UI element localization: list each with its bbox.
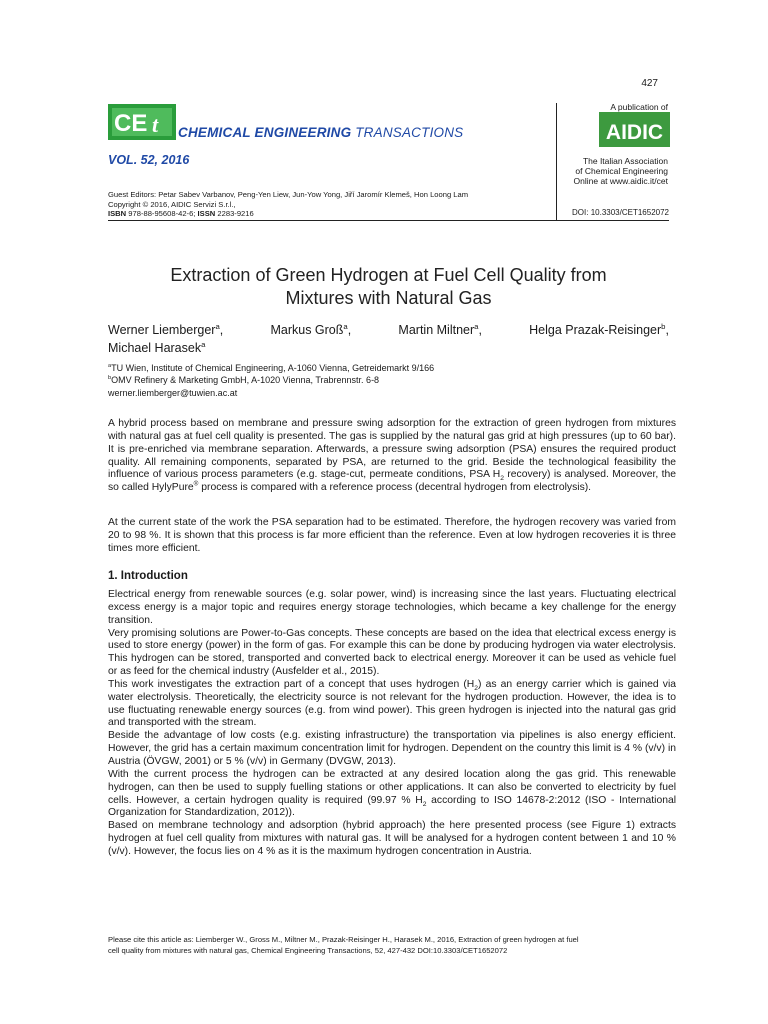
association-line: The Italian Association <box>582 156 668 166</box>
aidic-logo <box>599 112 670 147</box>
page-number: 427 <box>641 78 658 89</box>
guest-editors: Guest Editors: Petar Sabev Varbanov, Peng-Yen Liew, Jun-Yow Yong, Jiří Jaromír Klemeš, Hon Loong Lam <box>108 190 469 199</box>
introduction-text <box>108 589 676 859</box>
author: Michael Harasek$^a$ <box>108 339 206 355</box>
association-website[interactable]: Online at www.aidic.it/cet <box>573 176 668 186</box>
svg-text:t: t <box>152 112 159 137</box>
citation-footer: Please cite this article as: Liemberger W., Gross M., Miltner M., Prazak-Reisinger H., Harasek M., 2016, Extraction of green hydrogen at fuel cell quality from mixtures with natural gas, Chemical Engineering Transactions, 52, 427-432 DOI:10.3303/CET1652072 <box>108 935 579 955</box>
authors <box>108 321 669 357</box>
author: Martin Miltner$^a$, <box>398 321 482 337</box>
volume-label: VOL. 52, 2016 <box>108 153 190 167</box>
association-line: of Chemical Engineering <box>575 166 668 176</box>
section-heading: 1. Introduction <box>108 570 188 582</box>
svg-text:CE: CE <box>114 110 148 137</box>
paragraph: Very promising solutions are Power-to-Gas concepts. These concepts are based on the idea that electrical excess energy is used to store energy (power) in the form of gas. For example this can be done by producing hydrogen via water electrolysis. This hydrogen can be stored, transported and converted back to electrical energy. Moreover it can be used as vehicle fuel or as feed for the chemical industry (Ausfelder et al., 2015). <box>108 627 676 678</box>
author: Helga Prazak-Reisinger$^b$, <box>529 321 669 337</box>
isbn-issn: ISBN 978-88-95608-42-6; ISSN 2283-9216 <box>108 209 254 219</box>
association-info <box>528 156 668 186</box>
abstract-paragraph: A hybrid process based on membrane and pressure swing adsorption for the extraction of green hydrogen from mixtures with natural gas at fuel cell quality is presented. The gas is supplied by the natural gas grid at high pressures (up to 60 bar). It is pre-enriched via membrane separation. Afterwards, a pressure swing adsorption (PSA) ensures the required product quality. All remaining components, separated by PSA, are returned to the grid. Beside the technological feasibility the influence of various process parameters (e.g. stage-cut, permeate conditions, PSA $H_2$ recovery) is analysed. Moreover, the so called HylyPure® process is compared with a reference process (decentral hydrogen from electrolysis). <box>108 418 676 494</box>
paragraph: With the current process the hydrogen can be extracted at any desired location along the gas grid. This renewable hydrogen, can then be used to supply fuelling stations or other applications. It can also be converted to electricity by fuel cells. However, a certain hydrogen quality is required (99.97 % $H_2$ according to ISO 14678-2:2012 (ISO - International Organization for Standardization, 2012)). <box>108 768 676 819</box>
author: Markus Groß$^a$, <box>270 321 352 337</box>
paragraph: Beside the advantage of low costs (e.g. existing infrastructure) the transportation via pipelines is also energy efficient. However, the grid has a certain maximum concentration limit for hydrogen. Dependent on the country this limit is 4 % (v/v) in Austria (ÖVGW, 2001) or 5 % (v/v) in Germany (DVGW, 2013). <box>108 730 676 767</box>
abstract-paragraph: At the current state of the work the PSA separation had to be estimated. Therefore, the hydrogen recovery was varied from 20 to 98 %. It is shown that this process is far more efficient than the reference. Even at low hydrogen recoveries it is three times more efficient. <box>108 517 676 554</box>
editors-block <box>108 190 558 219</box>
affiliations <box>108 362 608 399</box>
journal-name <box>178 125 463 140</box>
affiliation: $^a$TU Wien, Institute of Chemical Engineering, A-1060 Vienna, Getreidemarkt 9/166 <box>108 363 435 373</box>
publication-of-label: A publication of <box>610 102 668 112</box>
paragraph: Based on membrane technology and adsorption (hybrid approach) the here presented process (see Figure 1) extracts hydrogen at fuel cell quality from mixtures with natural gas. It will be analysed for a hydrogen content between 1 and 10 % (v/v). However, the focus lies on 4 % as it is the maximum hydrogen concentration in Austria. <box>108 820 676 857</box>
corresponding-email[interactable]: werner.liemberger@tuwien.ac.at <box>108 387 238 398</box>
journal-name-light: TRANSACTIONS <box>355 125 464 140</box>
svg-text:AIDIC: AIDIC <box>605 121 664 144</box>
header-divider-horizontal <box>108 220 669 221</box>
copyright: Copyright © 2016, AIDIC Servizi S.r.l., <box>108 199 236 209</box>
paragraph: Electrical energy from renewable sources (e.g. solar power, wind) is increasing since the last years. Fluctuating electrical excess energy is a major topic and requires energy storage technologies, which became a key challenge for the energy transition. <box>108 589 676 626</box>
cet-logo <box>108 104 176 140</box>
journal-name-bold: CHEMICAL ENGINEERING <box>178 125 352 140</box>
doi[interactable]: DOI: 10.3303/CET1652072 <box>572 208 669 217</box>
author: Werner Liemberger$^a$, <box>108 321 224 337</box>
paragraph: This work investigates the extraction part of a concept that uses hydrogen $(H_2)$ as an energy carrier which is gained via water electrolysis. Theoretically, the electricity source is not relevant for the hydrogen production. However, the idea is to use fluctuating renewable energy sources (e.g. from wind power). This green hydrogen is injected into the natural gas grid and transported with the stream. <box>108 678 676 729</box>
affiliation: $^b$OMV Refinery & Marketing GmbH, A-1020 Vienna, Trabrennstr. 6-8 <box>108 375 380 386</box>
paper-title: Extraction of Green Hydrogen at Fuel Cell Quality from Mixtures with Natural Gas <box>170 265 607 308</box>
